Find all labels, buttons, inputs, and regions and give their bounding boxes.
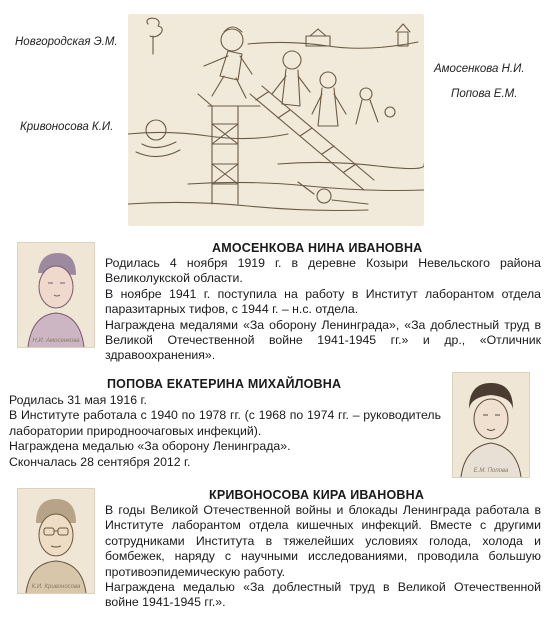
caption-popova: Попова Е.М. [451,88,518,100]
caption-amosenkova: Амосенкова Н.И. [434,63,525,75]
portrait-drawing [453,373,529,477]
person-name-amosenkova: АМОСЕНКОВА НИНА ИВАНОВНА [212,241,423,255]
person-name-krivonosova: КРИВОНОСОВА КИРА ИВАНОВНА [209,488,425,502]
sketch-illustration [128,14,424,226]
bio-paragraph: В ноябре 1941 г. поступила на работу в Институт лаборантом отдела паразитарных тифов, с 1944 г. – н.с. отдела. [105,286,541,317]
bio-paragraph: В годы Великой Отечественной войны и блокады Ленинграда работала в Институте лаборантом отдела кишечных инфекций. Вместе с другими сотрудниками Института в тяжелейших условиях голода, холода и бомбежек, наряду с научными исследованиями, проводила большую противоэпидемическую работу. [105,503,541,579]
portrait-popova: Е.М. Попова [452,372,530,478]
portrait-drawing [18,243,94,347]
swimming-sketch-drawing [128,14,424,226]
bio-paragraph: Награждена медалью «За оборону Ленинграда». [9,439,291,454]
bio-paragraph: Скончалась 28 сентября 2012 г. [9,454,191,469]
bio-krivonosova [105,503,541,611]
bio-paragraph: Награждена медалью «За доблестный труд в Великой Отечественной войне 1941-1945 гг.». [105,580,541,610]
bio-amosenkova [105,256,541,364]
bio-paragraph: Награждена медалями «За оборону Ленинграда», «За доблестный труд в Великой Отечественной войне 1941-1945 гг.» и др., «Отличник здравоохранения». [105,317,541,363]
caption-novgorodskaya: Новгородская Э.М. [15,36,118,48]
bio-paragraph: В Институте работала с 1940 по 1978 гг. (с 1968 по 1974 гг. – руководитель лаборатории природноочаговых инфекций). [9,408,441,438]
bio-popova [9,393,441,470]
portrait-drawing [18,489,94,593]
person-name-popova: ПОПОВА ЕКАТЕРИНА МИХАЙЛОВНА [107,377,342,391]
portrait-krivonosova: К.И. Кривоносова [17,488,95,594]
caption-krivonosova: Кривоносова К.И. [20,121,114,133]
bio-paragraph: Родилась 31 мая 1916 г. [9,393,147,407]
portrait-amosenkova: Н.И. Амосенкова [17,242,95,348]
bio-paragraph: Родилась 4 ноября 1919 г. в деревне Козыри Невельского района Великолукской области. [105,256,541,286]
